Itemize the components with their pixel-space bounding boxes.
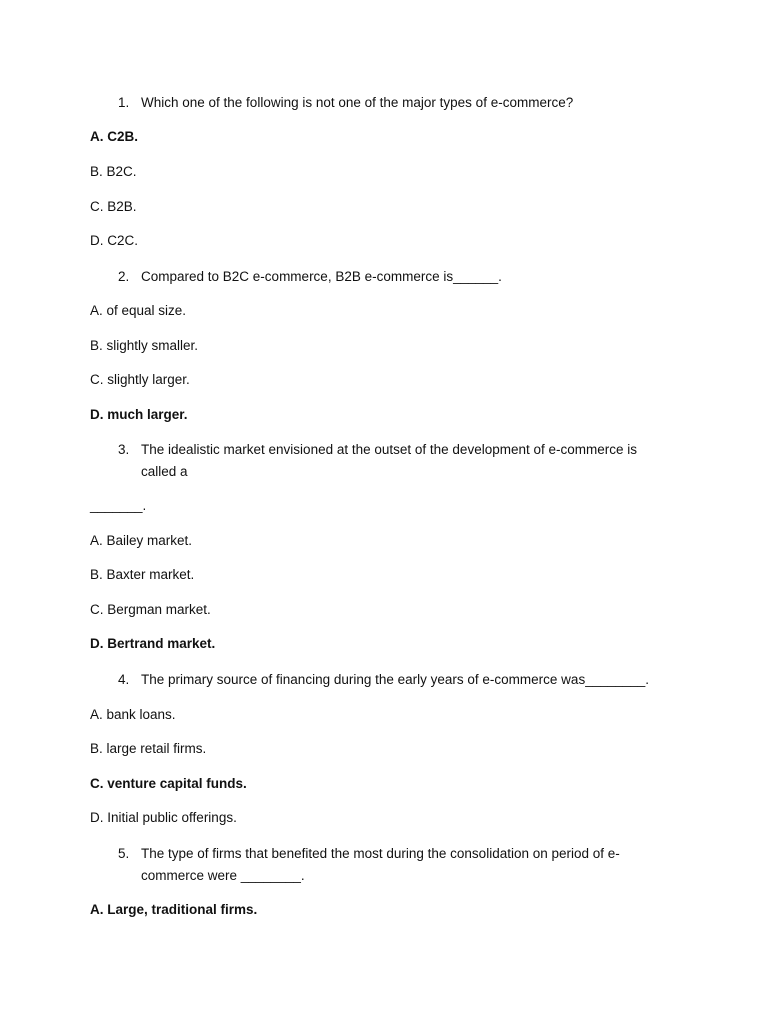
option: B. large retail firms. [90, 741, 207, 756]
option: B. Baxter market. [90, 567, 195, 582]
option-answer: A. Large, traditional firms. [90, 902, 258, 917]
question-text: Compared to B2C e-commerce, B2B e-commerce is______. [141, 269, 502, 284]
option: A. Bailey market. [90, 533, 193, 548]
question-number: 1. [118, 95, 130, 110]
option: C. B2B. [90, 199, 137, 214]
option-answer: A. C2B. [90, 129, 139, 144]
question-5 [118, 843, 648, 887]
option: C. Bergman market. [90, 602, 211, 617]
option: A. of equal size. [90, 303, 187, 318]
question-3 [118, 439, 663, 483]
option-answer: D. Bertrand market. [90, 636, 216, 651]
question-4 [118, 669, 678, 691]
question-number: 3. [118, 442, 130, 457]
option: D. Initial public offerings. [90, 810, 237, 825]
question-text: The primary source of financing during the early years of e-commerce was________. [141, 672, 650, 687]
option: D. C2C. [90, 233, 139, 248]
question-2 [118, 266, 678, 288]
question-text: The idealistic market envisioned at the outset of the development of e-commerce is called a [141, 442, 637, 479]
option-answer: D. much larger. [90, 407, 188, 422]
option: B. B2C. [90, 164, 137, 179]
option-answer: C. venture capital funds. [90, 776, 247, 791]
option: C. slightly larger. [90, 372, 190, 387]
question-text: Which one of the following is not one of the major types of e-commerce? [141, 95, 574, 110]
question-number: 2. [118, 269, 130, 284]
question-1 [118, 92, 678, 114]
question-number: 5. [118, 846, 130, 861]
option: A. bank loans. [90, 707, 176, 722]
question-text: The type of firms that benefited the most during the consolidation on period of e-commerce were ________. [141, 846, 620, 883]
question-continuation: _______. [90, 498, 147, 513]
question-number: 4. [118, 672, 130, 687]
option: B. slightly smaller. [90, 338, 199, 353]
